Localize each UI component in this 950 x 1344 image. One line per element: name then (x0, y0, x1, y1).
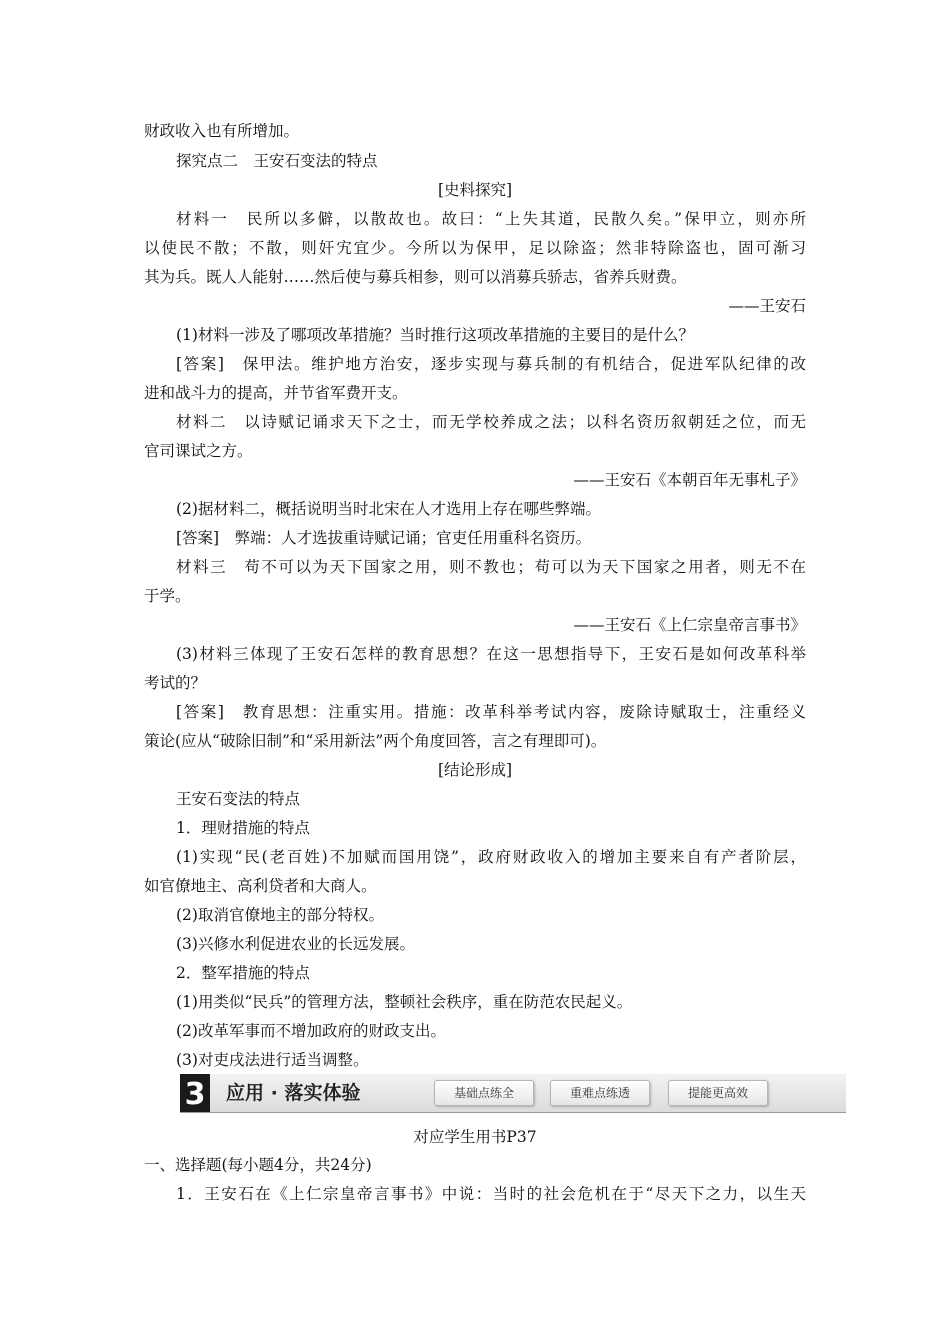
conclusion-item: 如官僚地主、高利贷者和大商人。 (144, 877, 377, 895)
section-number: 3 (184, 1077, 206, 1112)
subsection-label: [史料探究] (437, 181, 513, 199)
conclusion-item: (2)改革军事而不增加政府的财政支出。 (176, 1022, 446, 1040)
conclusion-item: (3)兴修水利促进农业的长远发展。 (176, 935, 415, 953)
conclusion-item: 1．理财措施的特点 (176, 819, 310, 837)
material-source: ——王安石《上仁宗皇帝言事书》 (573, 616, 806, 634)
question-text: (3)材料三体现了王安石怎样的教育思想？在这一思想指导下，王安石是如何改革科举 (176, 645, 806, 663)
basic-practice-button[interactable]: 基础点练全 (434, 1080, 534, 1106)
answer-text: [答案] 弊端：人才选拔重诗赋记诵；官吏任用重科名资历。 (176, 529, 592, 547)
conclusion-heading: 王安石变法的特点 (176, 790, 301, 808)
answer-text: 策论(应从“破除旧制”和“采用新法”两个角度回答，言之有理即可)。 (144, 732, 607, 750)
material-text: 材料二 以诗赋记诵求天下之士，而无学校养成之法；以科名资历叙朝廷之位，而无 (176, 413, 806, 431)
material-text: 材料一 民所以多僻，以散故也。故曰：“上失其道，民散久矣。”保甲立，则亦所 (176, 210, 806, 228)
conclusion-item: (2)取消官僚地主的部分特权。 (176, 906, 384, 924)
conclusion-item: (3)对吏戌法进行适当调整。 (176, 1051, 369, 1069)
answer-text: [答案] 保甲法。维护地方治安，逐步实现与募兵制的有机结合，促进军队纪律的改 (176, 355, 806, 373)
question-section-heading: 一、选择题(每小题4分，共24分) (144, 1156, 372, 1174)
section-banner (180, 1074, 846, 1113)
subsection-label: [结论形成] (437, 761, 513, 779)
material-text: 官司课试之方。 (144, 442, 253, 460)
material-text: 材料三 苟不可以为天下国家之用，则不教也；苟可以为天下国家之用者，则无不在 (176, 558, 806, 576)
conclusion-item: (1)用类似“民兵”的管理方法，整顿社会秩序，重在防范农民起义。 (176, 993, 633, 1011)
conclusion-item: 2．整军措施的特点 (176, 964, 310, 982)
question-text: 1．王安石在《上仁宗皇帝言事书》中说：当时的社会危机在于“尽天下之力，以生天 (176, 1185, 806, 1203)
material-text: 以使民不散；不散，则奸宄宜少。今所以为保甲，足以除盗；然非特除盗也，固可渐习 (144, 239, 806, 257)
answer-text: [答案] 教育思想：注重实用。措施：改革科举考试内容，废除诗赋取士，注重经义 (176, 703, 806, 721)
improve-efficiency-button[interactable]: 提能更高效 (668, 1080, 768, 1106)
section-number-badge (180, 1074, 216, 1112)
material-source: ——王安石 (728, 297, 806, 315)
question-text: (2)据材料二，概括说明当时北宋在人才选用上存在哪些弊端。 (176, 500, 601, 518)
question-text: 考试的？ (144, 674, 207, 692)
material-text: 于学。 (144, 587, 191, 605)
material-source: ——王安石《本朝百年无事札子》 (573, 471, 806, 489)
section-heading: 探究点二 王安石变法的特点 (176, 152, 378, 170)
conclusion-item: (1)实现“民(老百姓)不加赋而国用饶”，政府财政收入的增加主要来自有产者阶层， (176, 848, 806, 866)
reference-note: 对应学生用书P37 (413, 1128, 537, 1146)
key-points-button[interactable]: 重难点练透 (550, 1080, 650, 1106)
question-text: (1)材料一涉及了哪项改革措施？当时推行这项改革措施的主要目的是什么？ (176, 326, 694, 344)
banner-title: 应用 · 落实体验 (226, 1082, 361, 1104)
answer-text: 进和战斗力的提高，并节省军费开支。 (144, 384, 408, 402)
paragraph-continuation: 财政收入也有所增加。 (144, 122, 300, 140)
material-text: 其为兵。既人人能射……然后使与募兵相参，则可以消募兵骄志，省养兵财费。 (144, 268, 687, 286)
